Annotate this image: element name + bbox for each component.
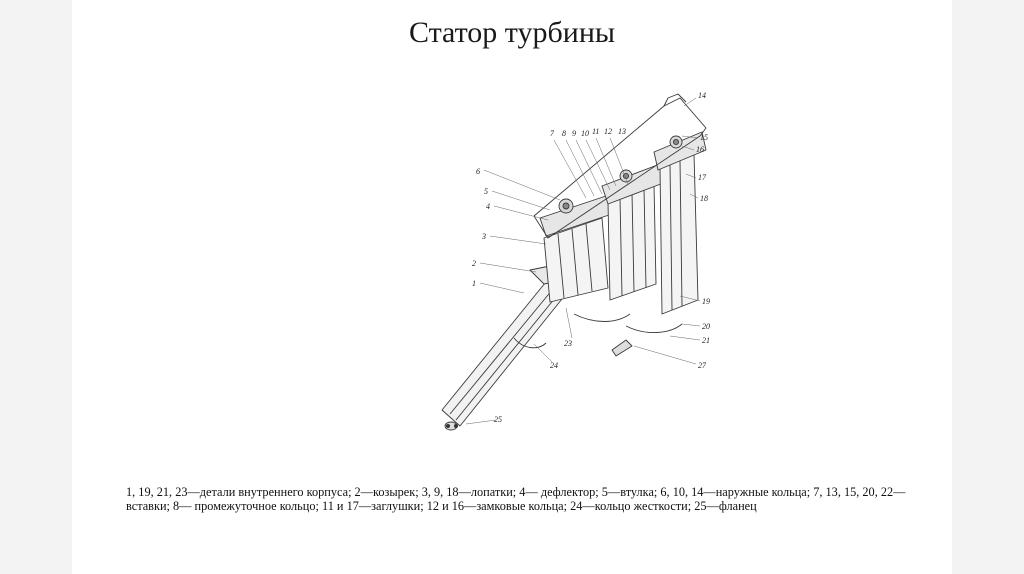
blade-packet-first — [540, 196, 612, 302]
stator-svg — [364, 88, 716, 448]
callout-13: 13 — [618, 127, 626, 136]
callout-8: 8 — [562, 129, 566, 138]
callout-21: 21 — [702, 336, 710, 345]
inner-part-21 — [612, 340, 632, 356]
callout-11: 11 — [592, 127, 600, 136]
callout-1: 1 — [472, 279, 476, 288]
callout-6: 6 — [476, 167, 480, 176]
callout-5: 5 — [484, 187, 488, 196]
blade-packet-third — [654, 132, 706, 314]
callout-23: 23 — [564, 339, 572, 348]
callout-14: 14 — [698, 91, 706, 100]
callout-3: 3 — [482, 232, 486, 241]
callout-16: 16 — [696, 145, 704, 154]
blade-packet-second — [602, 164, 666, 300]
callout-7: 7 — [550, 129, 554, 138]
callout-2: 2 — [472, 259, 476, 268]
callout-9: 9 — [572, 129, 576, 138]
callout-18: 18 — [700, 194, 708, 203]
callout-24: 24 — [550, 361, 558, 370]
callout-10: 10 — [581, 129, 589, 138]
callout-4: 4 — [486, 202, 490, 211]
lower-platform-1 — [574, 314, 630, 322]
callout-19: 19 — [702, 297, 710, 306]
callout-27: 27 — [698, 361, 706, 370]
lower-platform-2 — [626, 324, 682, 333]
turbine-stator-drawing — [364, 88, 716, 448]
callout-25: 25 — [494, 415, 502, 424]
callout-17: 17 — [698, 173, 706, 182]
slide-title: Статор турбины — [408, 16, 616, 49]
figure-caption: 1, 19, 21, 23—детали внутреннего корпуса; 2—козырек; 3, 9, 18—лопатки; 4— дефлектор; 5—втулка; 6, 10, 14—наружные кольца; 7, 13, 15, 20, 22—вставки; 8— промежуточное кольцо; 11 и 17—заглушки; 12 и 16—замковые кольца; 24—кольцо жесткости; 25—фланец — [126, 485, 906, 513]
slide — [72, 0, 952, 574]
callout-20: 20 — [702, 322, 710, 331]
callout-15: 15 — [700, 133, 708, 142]
callout-12: 12 — [604, 127, 612, 136]
